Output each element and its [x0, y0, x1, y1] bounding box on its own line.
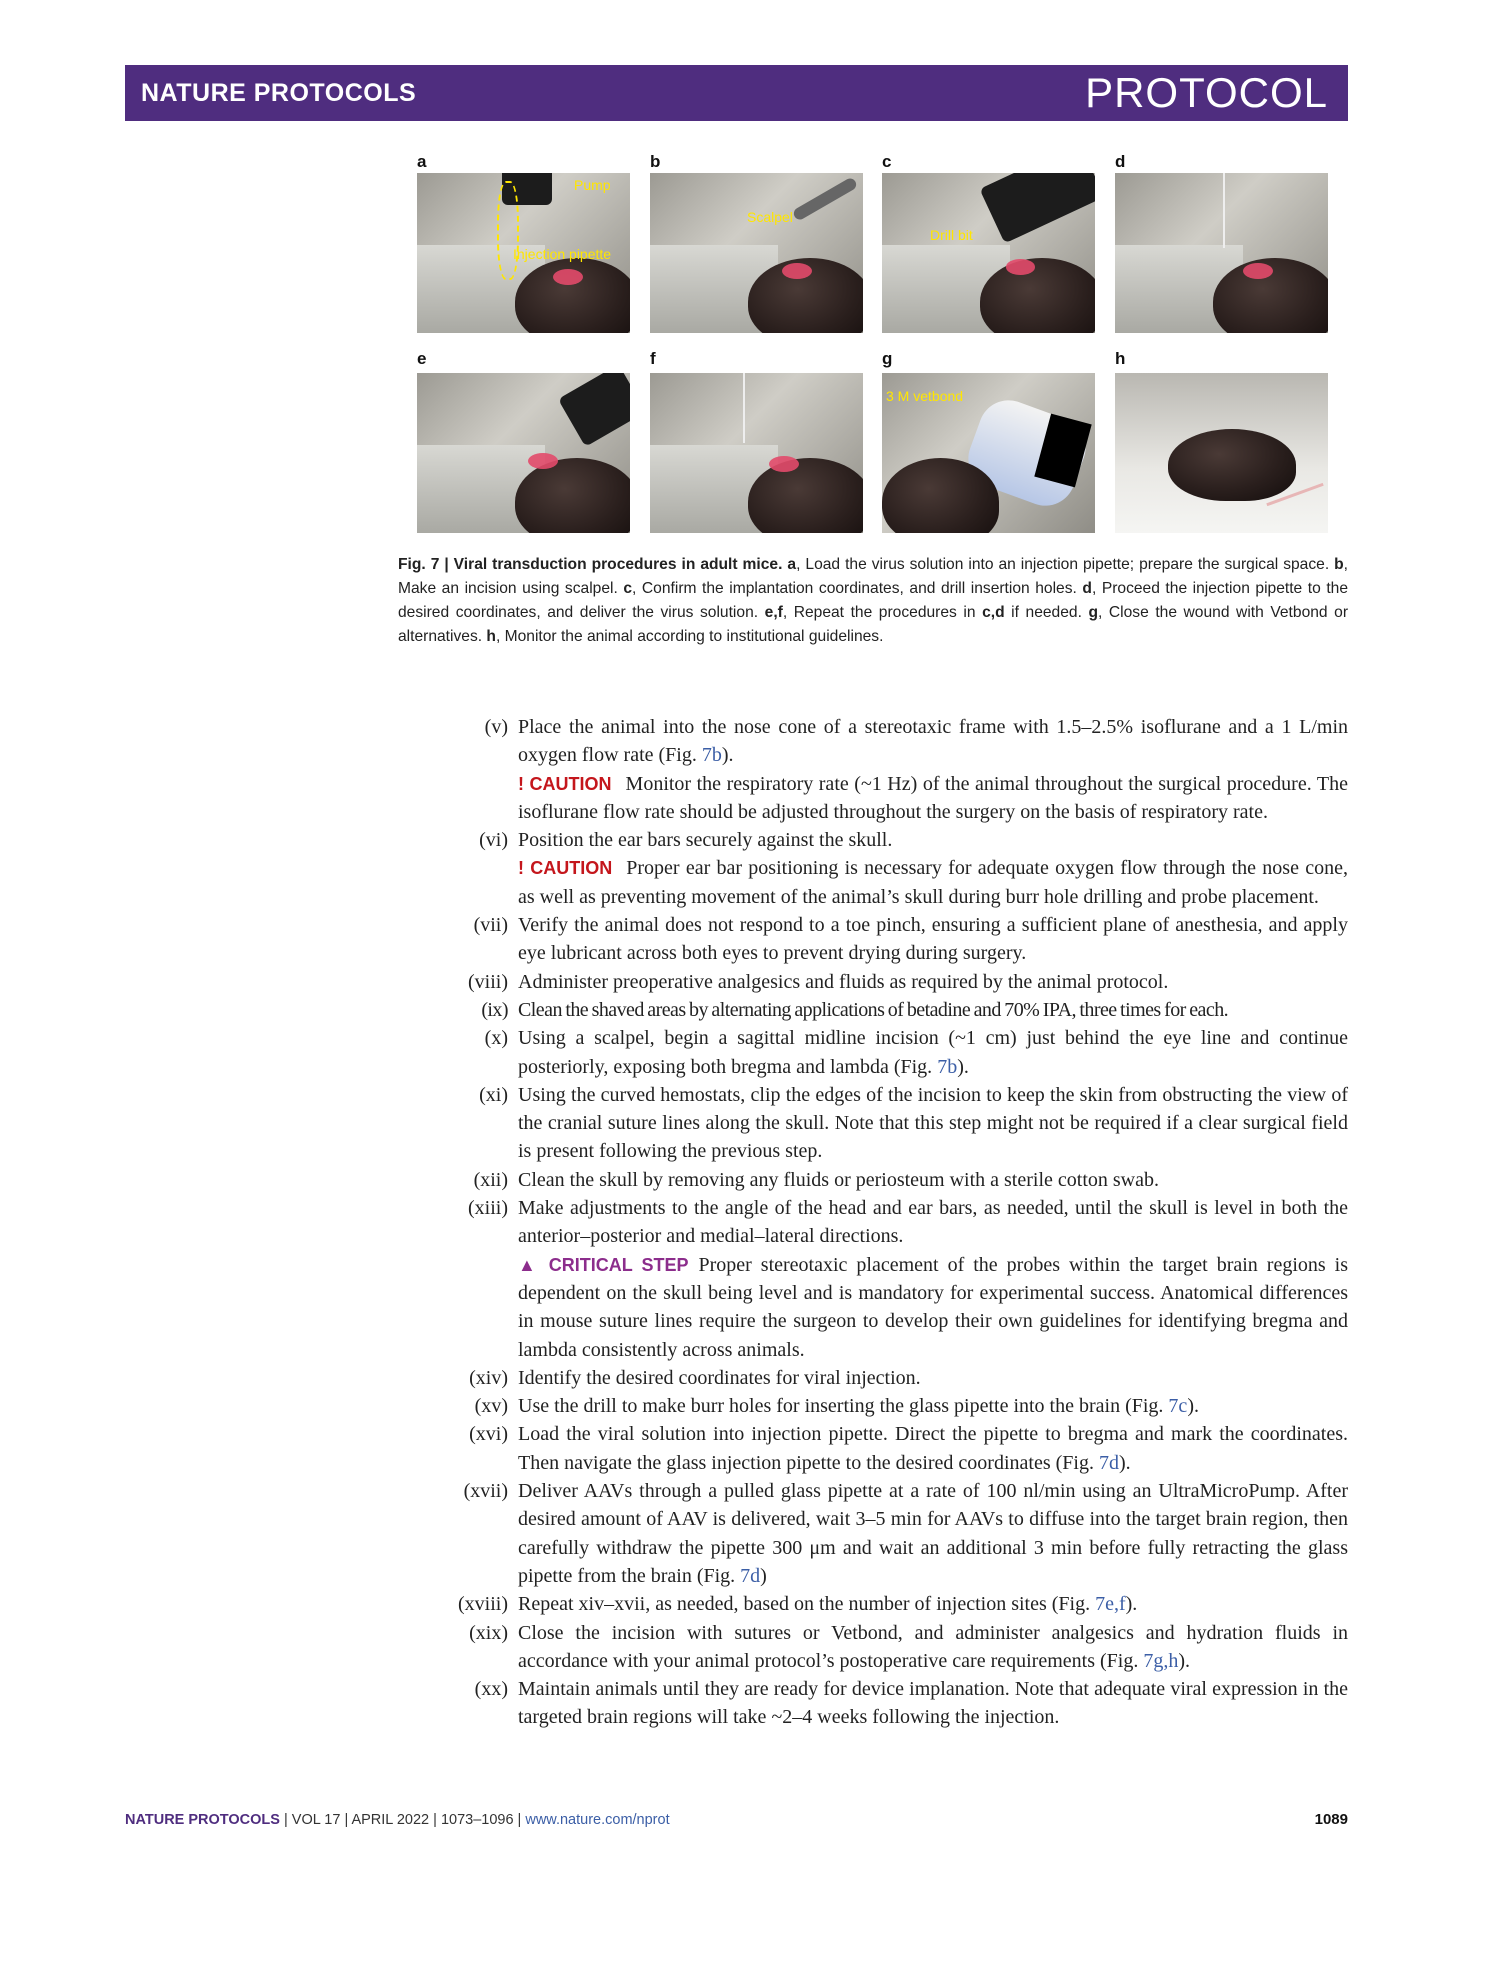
protocol-step	[400, 713, 1348, 770]
step-number: (xi)	[479, 1083, 508, 1106]
step-text: Maintain animals until they are ready for device implanation. Note that adequate viral expression in the targeted brain regions will take ~2–4 weeks following the injection.	[518, 1678, 1348, 1729]
step-text: Verify the animal does not respond to a toe pinch, ensuring a sufficient plane of anesthesia, and apply eye lubricant across both eyes to prevent drying during surgery.	[518, 914, 1348, 965]
step-number: (ix)	[481, 998, 508, 1021]
step-number: (vii)	[473, 914, 508, 937]
footer-volume: VOL 17	[291, 1812, 341, 1828]
figure-caption	[398, 553, 1348, 649]
page-footer: NATURE PROTOCOLS | VOL 17 | APRIL 2022 | 1073–1096 | www.nature.com/nprot	[125, 1812, 670, 1828]
step-number: (vi)	[479, 829, 508, 852]
footer-pages: 1073–1096	[440, 1812, 514, 1828]
step-text: Administer preoperative analgesics and fluids as required by the animal protocol.	[518, 970, 1169, 993]
step-text: Deliver AAVs through a pulled glass pipette at a rate of 100 nl/min using an UltraMicroPump. After desired amount of AAV is delivered, wait 3–5 min for AAVs to diffuse into the target brain region, then carefully withdraw the pipette 300 μm and wait an additional 3 min before fully retracting the glass pipette from the brain (Fig.	[518, 1480, 1348, 1587]
step-text: Clean the shaved areas by alternating applications of betadine and 70% IPA, three times for each.	[518, 998, 1229, 1021]
panel-label-g: g	[882, 349, 893, 368]
caption-text: , Confirm the implantation coordinates, and drill insertion holes.	[632, 580, 1083, 597]
step-number: (xiv)	[469, 1366, 508, 1389]
figure-reference-link[interactable]: 7d	[1098, 1451, 1119, 1474]
protocol-step	[400, 911, 1348, 968]
protocol-step	[400, 826, 1348, 854]
caption-text: , Repeat the procedures in	[782, 604, 983, 621]
step-text: Place the animal into the nose cone of a stereotaxic frame with 1.5–2.5% isoflurane and a 1 L/min oxygen flow rate (Fig.	[518, 716, 1348, 767]
step-number: (viii)	[468, 970, 508, 993]
caption-panel-key: d	[1082, 580, 1092, 597]
photo-panel-b	[650, 173, 863, 333]
photo-panel-a	[417, 173, 630, 333]
step-text: Repeat xiv–xvii, as needed, based on the number of injection sites (Fig.	[518, 1593, 1096, 1616]
photo-panel-f	[650, 373, 863, 533]
step-text-end: ).	[721, 744, 734, 767]
caption-panel-key: g	[1088, 604, 1098, 621]
journal-header	[125, 65, 1348, 121]
figure-reference-link[interactable]: 7b	[701, 744, 722, 767]
figure-reference-link[interactable]: 7b	[937, 1055, 958, 1078]
protocol-step	[400, 1590, 1348, 1618]
panel-label-a: a	[417, 152, 427, 171]
protocol-step	[400, 968, 1348, 996]
step-text-end: ).	[1187, 1395, 1199, 1418]
footer-journal: NATURE PROTOCOLS	[125, 1812, 280, 1828]
caption-panel-key: h	[486, 628, 496, 645]
protocol-steps	[400, 713, 1348, 1732]
protocol-step	[400, 1081, 1348, 1166]
protocol-step	[400, 1675, 1348, 1732]
note-text: Proper ear bar positioning is necessary for adequate oxygen flow through the nose cone, as well as preventing movement of the animal’s skull during burr hole drilling and probe placement.	[518, 857, 1348, 908]
caption-text: , Monitor the animal according to institutional guidelines.	[495, 628, 884, 645]
step-number: (xii)	[473, 1168, 508, 1191]
step-text: Position the ear bars securely against the skull.	[518, 829, 893, 852]
panel-label-b: b	[650, 152, 661, 171]
step-number: (xiii)	[468, 1197, 508, 1220]
photo-panel-d	[1115, 173, 1328, 333]
caption-text: if needed.	[1004, 604, 1089, 621]
panel-label-c: c	[882, 152, 892, 171]
step-text: Using the curved hemostats, clip the edges of the incision to keep the skin from obstructing the view of the cranial suture lines along the skull. Note that this step might not be required if a clear surgical field is present following the previous step.	[518, 1083, 1348, 1163]
caution-label: ! CAUTION	[518, 858, 613, 879]
journal-name: NATURE PROTOCOLS	[141, 79, 417, 107]
caption-panel-key: a	[787, 556, 797, 573]
caution-note	[400, 854, 1348, 911]
step-number: (xx)	[474, 1678, 508, 1701]
caption-panel-key: c	[623, 580, 633, 597]
critical-step-note	[400, 1251, 1348, 1364]
protocol-step	[400, 1619, 1348, 1676]
page-number: 1089	[1314, 1811, 1348, 1828]
step-number: (x)	[484, 1027, 508, 1050]
caption-title: Fig. 7 | Viral transduction procedures in adult mice.	[398, 556, 783, 573]
photo-panel-h	[1115, 373, 1328, 533]
figure-reference-link[interactable]: 7e,f	[1095, 1593, 1126, 1616]
step-text: Identify the desired coordinates for viral injection.	[518, 1366, 921, 1389]
step-text: Clean the skull by removing any fluids or periosteum with a sterile cotton swab.	[518, 1168, 1159, 1191]
step-number: (xvii)	[463, 1480, 508, 1503]
annotation-scalpel: Scalpel	[747, 209, 793, 225]
annotation-injection-pipette: Injection pipette	[513, 246, 612, 262]
footer-url[interactable]: www.nature.com/nprot	[525, 1812, 670, 1828]
panel-label-d: d	[1115, 152, 1126, 171]
caption-panel-key: e,f	[764, 604, 783, 621]
protocol-step	[400, 996, 1348, 1024]
panel-label-f: f	[650, 349, 656, 368]
step-number: (xix)	[469, 1621, 508, 1644]
step-text: Use the drill to make burr holes for inserting the glass pipette into the brain (Fig.	[518, 1395, 1169, 1418]
caution-label: ! CAUTION	[518, 773, 612, 794]
step-text-end: ).	[957, 1055, 969, 1078]
protocol-step	[400, 1024, 1348, 1081]
step-number: (xviii)	[458, 1593, 508, 1616]
protocol-step	[400, 1194, 1348, 1251]
protocol-step	[400, 1392, 1348, 1420]
caption-text: , Load the virus solution into an injection pipette; prepare the surgical space.	[796, 556, 1335, 573]
step-text-end: )	[760, 1564, 767, 1587]
step-number: (xvi)	[469, 1423, 508, 1446]
figure-reference-link[interactable]: 7c	[1168, 1395, 1188, 1418]
note-text: Proper stereotaxic placement of the probes within the target brain regions is dependent on the skull being level and is mandatory for experimental success. Anatomical differences in mouse suture lines require the surgeon to develop their own guidelines for identifying bregma and lambda consistently across animals.	[518, 1253, 1348, 1361]
note-text: Monitor the respiratory rate (~1 Hz) of the animal throughout the surgical procedure. The isoflurane flow rate should be adjusted throughout the surgery on the basis of respiratory rate.	[518, 772, 1348, 823]
step-text: Load the viral solution into injection pipette. Direct the pipette to bregma and mark the coordinates. Then navigate the glass injection pipette to the desired coordinates (Fig.	[518, 1423, 1348, 1474]
panel-label-e: e	[417, 349, 427, 368]
footer-date: APRIL 2022	[351, 1812, 430, 1828]
step-text: Make adjustments to the angle of the head and ear bars, as needed, until the skull is level in both the anterior–posterior and medial–lateral directions.	[518, 1197, 1348, 1248]
caption-text: , Close the wound with Vetbond or alternatives.	[398, 604, 1349, 645]
caption-panel-key: b	[1334, 556, 1344, 573]
step-text-end: ).	[1178, 1649, 1191, 1672]
caution-note	[400, 770, 1348, 827]
photo-panel-e	[417, 373, 630, 533]
step-text: Close the incision with sutures or Vetbond, and administer analgesics and hydration fluids in accordance with your animal protocol’s postoperative care requirements (Fig.	[518, 1621, 1348, 1672]
protocol-step	[400, 1477, 1348, 1590]
caption-text: , Proceed the injection pipette to the desired coordinates, and deliver the virus solution.	[398, 580, 1349, 621]
step-text-end: ).	[1118, 1451, 1131, 1474]
figure-reference-link[interactable]: 7d	[740, 1564, 761, 1587]
critical-step-label: ▲ CRITICAL STEP	[518, 1254, 689, 1275]
step-number: (xv)	[474, 1395, 508, 1418]
annotation-drill-bit: Drill bit	[930, 227, 973, 243]
section-label: PROTOCOL	[1085, 69, 1328, 116]
figure-reference-link[interactable]: 7g,h	[1143, 1649, 1179, 1672]
photo-panel-g	[882, 373, 1095, 533]
protocol-step	[400, 1364, 1348, 1392]
protocol-step	[400, 1420, 1348, 1477]
step-text-end: ).	[1125, 1593, 1138, 1616]
caption-panel-key: c,d	[982, 604, 1005, 621]
annotation-pump: Pump	[574, 177, 611, 193]
panel-label-h: h	[1115, 349, 1126, 368]
step-text: Using a scalpel, begin a sagittal midline incision (~1 cm) just behind the eye line and continue posteriorly, exposing both bregma and lambda (Fig.	[518, 1027, 1348, 1078]
protocol-step	[400, 1166, 1348, 1194]
annotation-vetbond: 3 M vetbond	[886, 388, 964, 404]
caption-text: , Make an incision using scalpel.	[398, 556, 1348, 597]
step-number: (v)	[484, 716, 508, 738]
photo-panel-c	[882, 173, 1095, 333]
